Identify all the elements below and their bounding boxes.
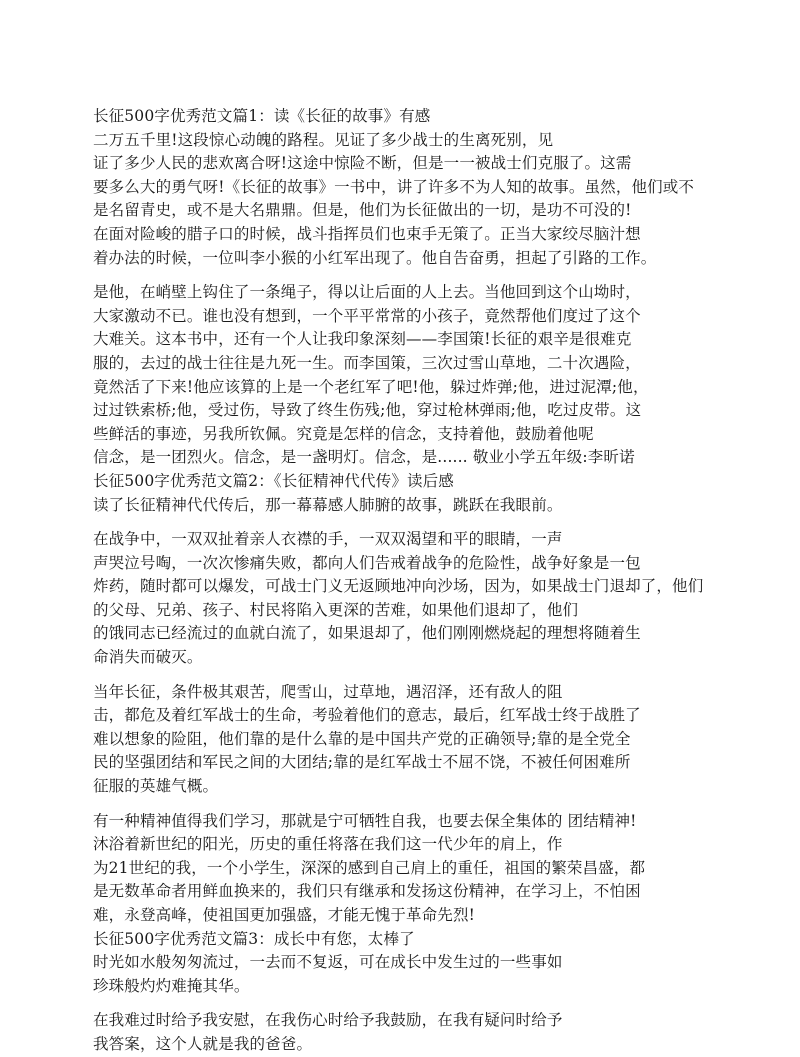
text-line: 征服的英雄气概。 — [93, 777, 219, 796]
text-line: 炸药，随时都可以爆发，可战士门义无返顾地冲向沙场，因为，如果战士门退却了，他们 — [93, 577, 704, 596]
text-line: 为21世纪的我，一个小学生，深深的感到自己肩上的重任，祖国的繁荣昌盛，都 — [93, 858, 646, 877]
text-line: 击，都危及着红军战士的生命，考验着他们的意志，最后，红军战士终于战胜了 — [93, 706, 641, 725]
paragraph-gap — [93, 799, 713, 810]
text-line: 在面对险峻的腊子口的时候，战斗指挥员们也束手无策了。正当大家绞尽脑汁想 — [93, 224, 641, 243]
text-line: 大难关。这本书中，还有一个人让我印象深刻——李国策!长征的艰辛是很难克 — [93, 330, 632, 349]
text-line: 声哭泣号啕，一次次惨痛失败，都向人们告戒着战争的危险性，战争好象是一包 — [93, 553, 641, 572]
text-line: 竟然活了下来!他应该算的上是一个老红军了吧!他，躲过炸弹;他，进过泥潭;他， — [93, 377, 649, 396]
paragraph-gap — [93, 517, 713, 528]
text-line: 是他，在峭壁上钩住了一条绳子，得以让后面的人上去。当他回到这个山坳时， — [93, 283, 641, 302]
text-line: 长征500字优秀范文篇3：成长中有您，太棒了 — [93, 929, 415, 948]
text-line: 当年长征，条件极其艰苦，爬雪山，过草地，遇沼泽，还有敌人的阻 — [93, 682, 563, 701]
text-line: 些鲜活的事迹，另我所钦佩。究竟是怎样的信念，支持着他，鼓励着他呢 — [93, 424, 594, 443]
text-line: 时光如水般匆匆流过，一去而不复返，可在成长中发生过的一些事如 — [93, 953, 563, 972]
text-line: 的饿同志已经流过的血就白流了，如果退却了，他们刚刚燃烧起的理想将随着生 — [93, 624, 641, 643]
text-line: 的父母、兄弟、孩子、村民将陷入更深的苦难，如果他们退却了，他们 — [93, 600, 579, 619]
text-line: 长征500字优秀范文篇1：读《长征的故事》有感 — [93, 107, 431, 125]
text-line: 沐浴着新世纪的阳光，历史的重任将落在我们这一代少年的肩上，作 — [93, 835, 563, 854]
text-line: 我答案，这个人就是我的爸爸。 — [93, 1034, 313, 1053]
text-line: 有一种精神值得我们学习，那就是宁可牺牲自我，也要去保全集体的 团结精神! — [93, 811, 637, 830]
text-line: 长征500字优秀范文篇2：《长征精神代代传》读后感 — [93, 471, 454, 490]
paragraph-gap — [93, 270, 713, 281]
text-line: 信念，是一团烈火。信念，是一盏明灯。信念，是...... 敬业小学五年级:李昕诺 — [93, 448, 635, 467]
text-line: 着办法的时候，一位叫李小猴的小红军出现了。他自告奋勇，担起了引路的工作。 — [93, 248, 657, 267]
text-line: 证了多少人民的悲欢离合呀!这途中惊险不断，但是一一被战士们克服了。这需 — [93, 154, 632, 173]
text-line: 二万五千里!这段惊心动魄的路程。见证了多少战士的生离死别，见 — [93, 130, 554, 149]
text-line: 在战争中，一双双扯着亲人衣襟的手，一双双渴望和平的眼睛，一声 — [93, 530, 563, 549]
text-line: 大家激动不已。谁也没有想到，一个平平常常的小孩子，竟然帮他们度过了这个 — [93, 306, 641, 325]
text-line: 珍珠般灼灼难掩其华。 — [93, 976, 250, 995]
text-line: 要多么大的勇气呀!《长征的故事》一书中，讲了许多不为人知的故事。虽然，他们或不 — [93, 177, 695, 196]
text-line: 难以想象的险阻，他们靠的是什么靠的是中国共产党的正确领导;靠的是全党全 — [93, 729, 631, 748]
text-line: 命消失而破灭。 — [93, 648, 203, 667]
text-line: 民的坚强团结和军民之间的大团结;靠的是红军战士不屈不饶，不被任何困难所 — [93, 753, 631, 772]
paragraph-gap — [93, 670, 713, 681]
text-line: 在我难过时给予我安慰，在我伤心时给予我鼓励，在我有疑问时给予 — [93, 1011, 563, 1030]
text-line: 读了长征精神代代传后，那一幕幕感人肺腑的故事，跳跃在我眼前。 — [93, 495, 563, 514]
paragraph-gap — [93, 998, 713, 1009]
text-line: 难，永登高峰，使祖国更加强盛，才能无愧于革命先烈! — [93, 906, 475, 924]
text-line: 过过铁索桥;他，受过伤，导致了终生伤残;他，穿过枪林弹雨;他，吃过皮带。这 — [93, 401, 642, 420]
text-line: 是名留青史，或不是大名鼎鼎。但是，他们为长征做出的一切，是功不可没的! — [93, 201, 632, 220]
document-body — [93, 105, 713, 1057]
text-line: 是无数革命者用鲜血换来的，我们只有继承和发扬这份精神，在学习上，不怕困 — [93, 882, 641, 901]
text-line: 服的，去过的战士往往是九死一生。而李国策，三次过雪山草地，二十次遇险， — [93, 353, 641, 372]
